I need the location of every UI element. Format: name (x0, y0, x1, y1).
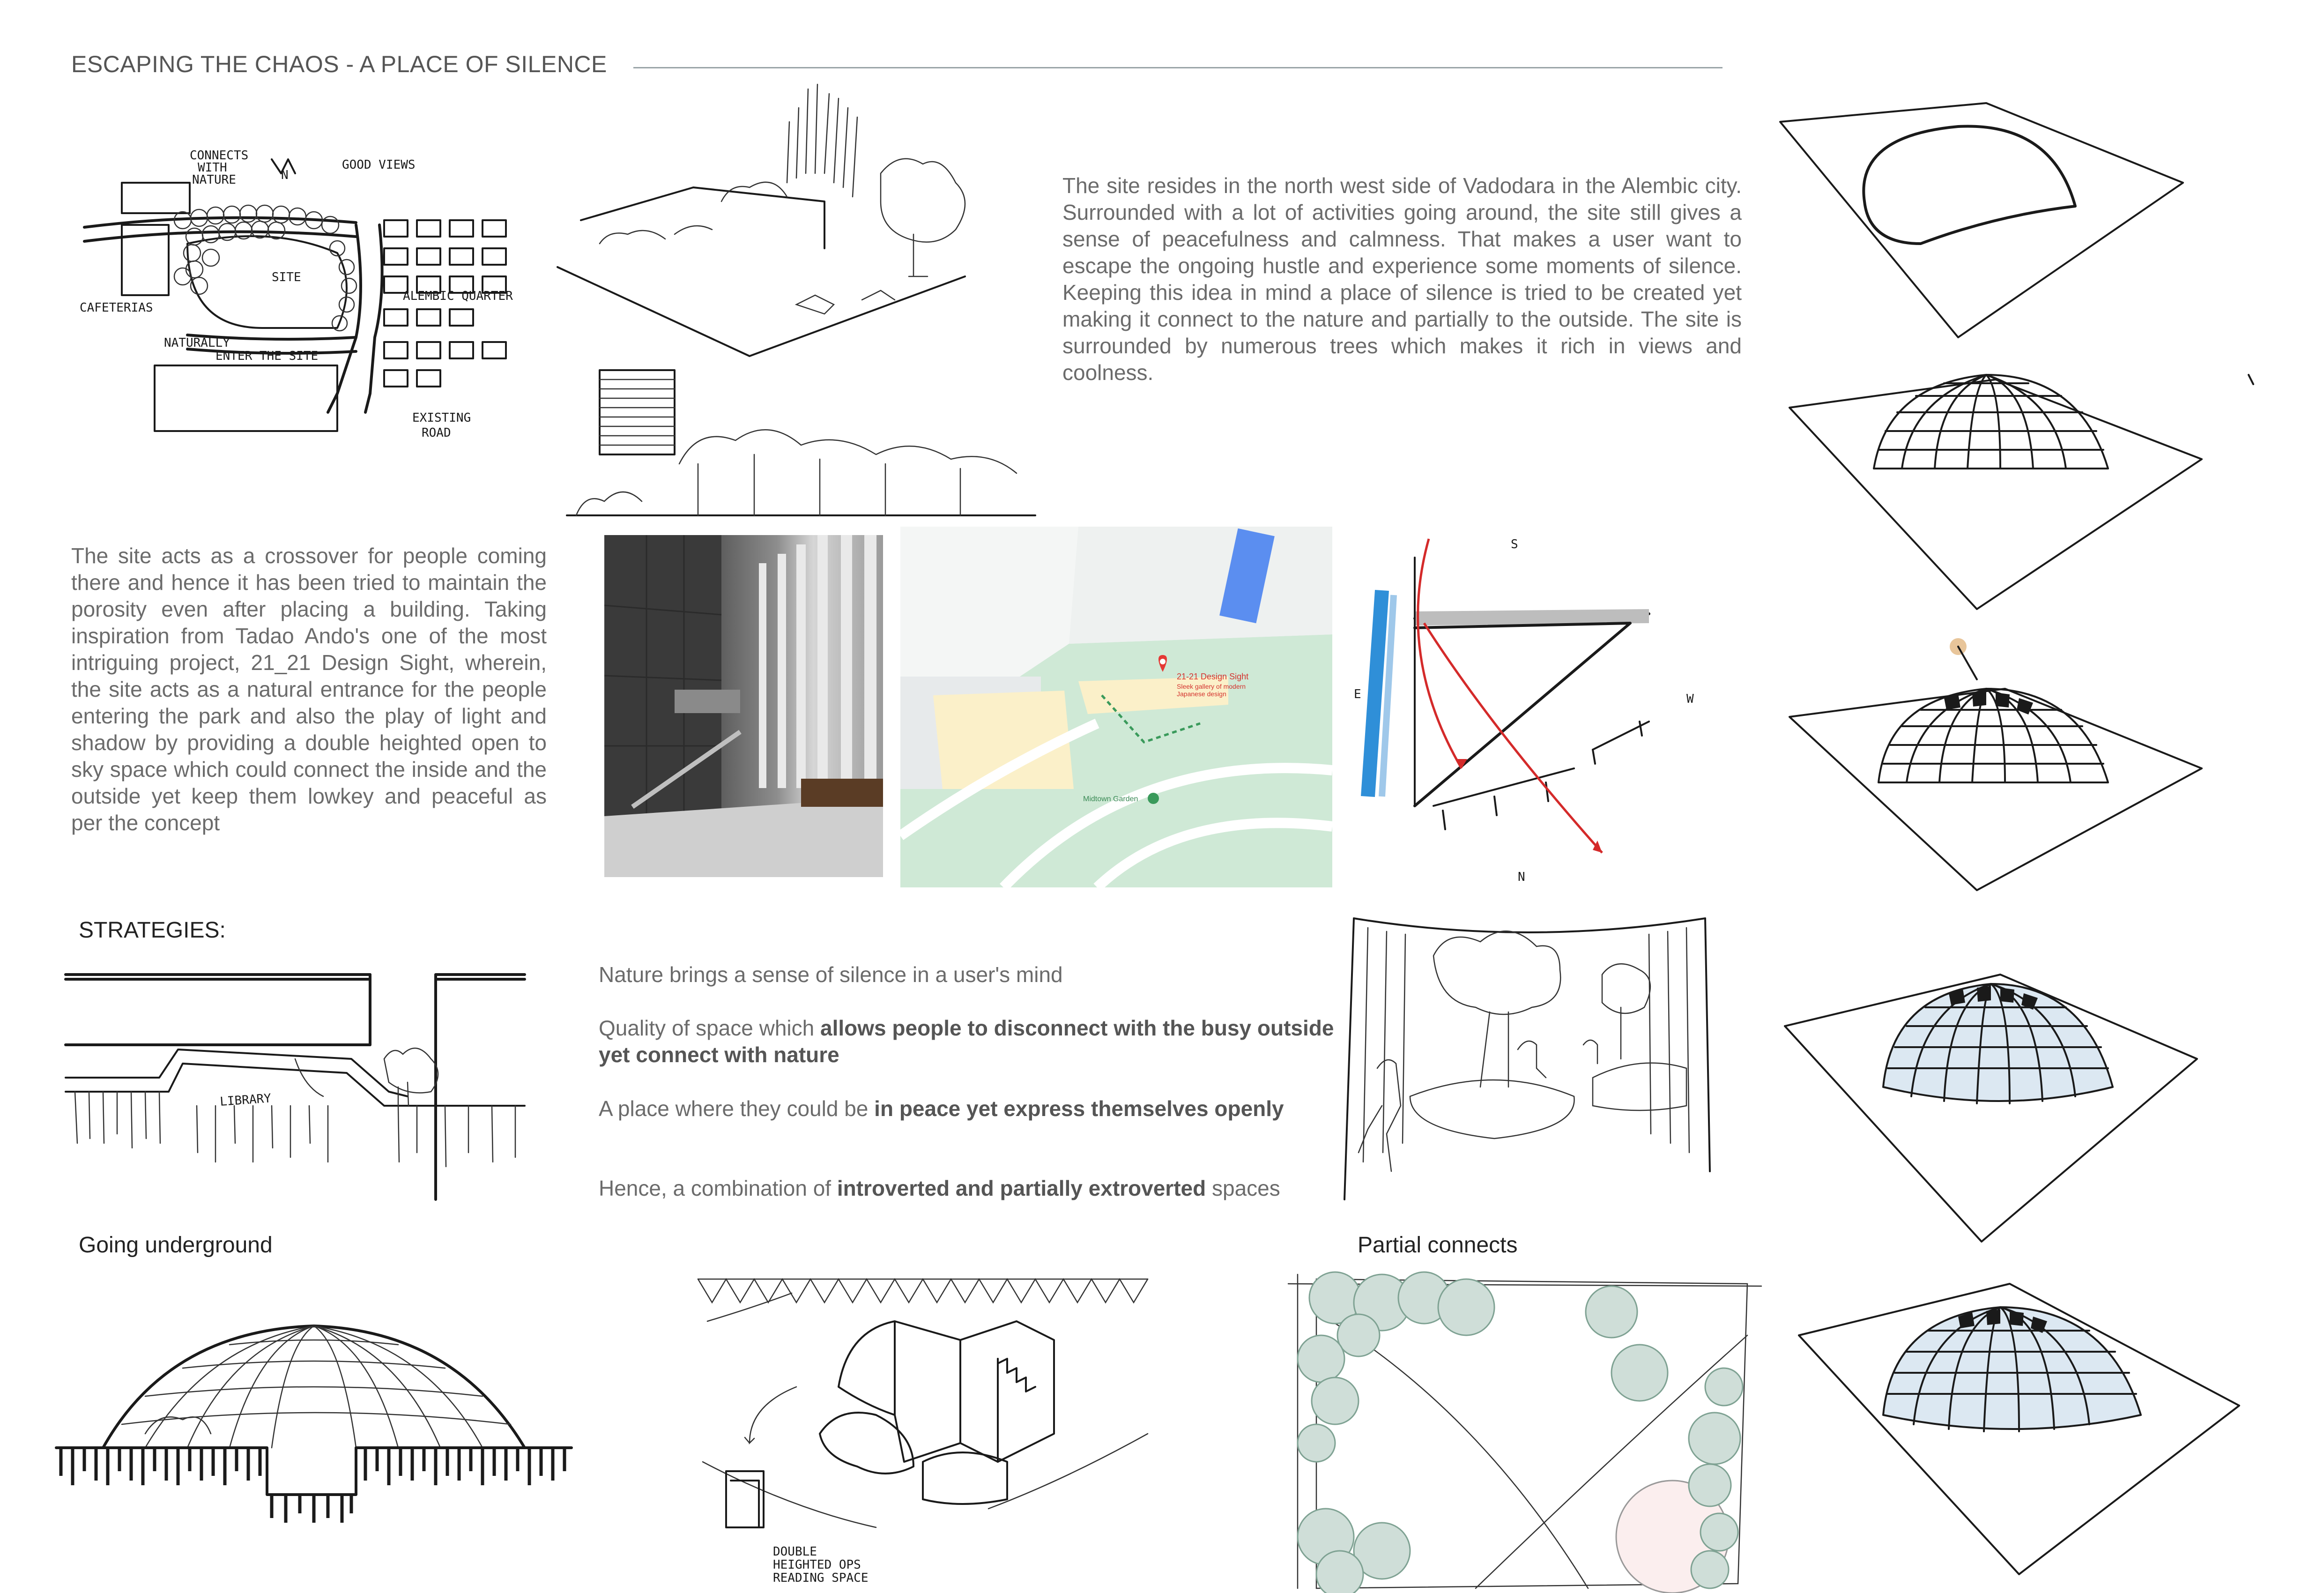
orientation-south: S (1511, 537, 1518, 551)
strategy-statement-2: Quality of space which allows people to disconnect with the busy outside yet connect with nature (599, 1016, 1334, 1067)
street-elevation-sketch (557, 361, 1045, 529)
crossover-description: The site acts as a crossover for people coming there and hence it has been tried to maintain the porosity even after placing a building. Taking inspiration from Tadao Ando's one of the most intriguing project, 21_21 Design Sight, wherein, the site acts as a natural entrance for the people entering the park and also the play of light and shadow by providing a double heighted open to sky space which could connect the inside and the outside yet keep them lowkey and peaceful as per the concept (71, 543, 547, 835)
label-double: DOUBLE (773, 1545, 817, 1559)
library-section-sketch (61, 965, 529, 1209)
title-rule (633, 67, 1723, 68)
label-enter-site: ENTER THE SITE (215, 349, 319, 363)
orientation-east: E (1354, 687, 1361, 701)
label-naturally: NATURALLY (164, 336, 230, 350)
partial-connects-label: Partial connects (1358, 1233, 1518, 1258)
site-perspective-sketch (553, 80, 1021, 361)
label-with: WITH (198, 161, 227, 175)
map-place-name: 21-21 Design Sight (1177, 672, 1249, 681)
map-place-desc-1: Sleek gallery of modern (1177, 683, 1246, 690)
label-nature: NATURE (192, 173, 236, 187)
label-reading: READING SPACE (773, 1571, 869, 1585)
orientation-west: W (1686, 692, 1694, 706)
partial-connects-plan (1288, 1265, 1761, 1593)
underground-dome-sketch (52, 1317, 581, 1551)
map-garden-label: Midtown Garden (1083, 795, 1138, 803)
orientation-north: N (1518, 870, 1525, 884)
label-road: ROAD (422, 426, 451, 440)
strategy-statement-3: A place where they could be in peace yet express themselves openly (599, 1096, 1284, 1121)
label-alembic-quarter: ALEMBIC QUARTER (403, 289, 513, 303)
dome-study-1 (1771, 94, 2192, 347)
label-existing: EXISTING (412, 411, 471, 425)
site-description: The site resides in the north west side of Vadodara in the Alembic city. Surrounded with a lot of activities going around, the site still gives a sense of peacefulness and calmness. That makes a user want to escape the ongoing hustle and experience some moments of silence. Keeping this idea in mind a place of silence is tried to be created yet making it connect to the nature and partially to the outside. The site is surrounded by numerous trees which makes it rich in views and coolness. (1062, 173, 1742, 385)
map-place-desc-2: Japanese design (1177, 690, 1226, 698)
design-sight-photo (604, 535, 883, 877)
orientation-diagram (1349, 525, 1715, 890)
dome-study-3 (1780, 628, 2211, 900)
reading-space-sketch (698, 1265, 1157, 1593)
label-cafeteria: CAFETERIAS (80, 301, 153, 315)
label-north: N (281, 168, 289, 182)
dome-study-5 (1789, 1274, 2239, 1584)
label-site: SITE (272, 270, 301, 284)
dome-study-4 (1775, 918, 2206, 1246)
label-heighted: HEIGHTED OPS (773, 1558, 861, 1572)
strategy-statement-4: Hence, a combination of introverted and partially extroverted spaces (599, 1176, 1280, 1200)
label-connects: CONNECTS (190, 149, 249, 163)
site-map (900, 527, 1332, 887)
strategies-heading: STRATEGIES: (79, 918, 226, 943)
courtyard-sketch (1340, 909, 1715, 1209)
library-label: LIBRARY (219, 1091, 272, 1109)
going-underground-label: Going underground (79, 1233, 273, 1258)
site-plan-sketch (75, 150, 525, 459)
dome-study-2 (1780, 356, 2239, 618)
label-good-views: GOOD VIEWS (342, 158, 416, 172)
strategy-statement-1: Nature brings a sense of silence in a user's mind (599, 962, 1063, 987)
page-title: ESCAPING THE CHAOS - A PLACE OF SILENCE (71, 51, 607, 77)
